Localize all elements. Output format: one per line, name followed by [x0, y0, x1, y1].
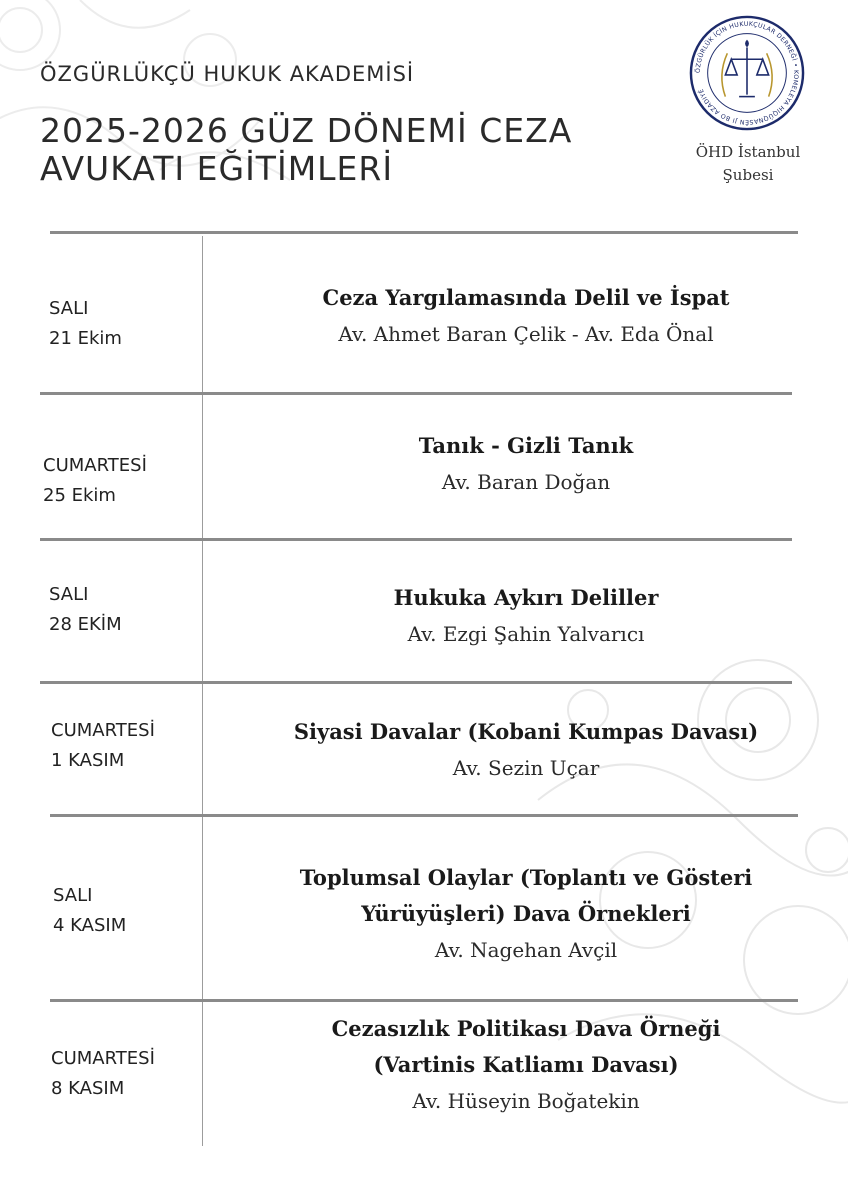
session-date: [43, 451, 147, 511]
weekday: CUMARTESİ: [43, 455, 147, 476]
divider-rule: [50, 814, 798, 817]
divider-rule: [40, 538, 792, 541]
session-title: (Vartinis Katliamı Davası): [373, 1052, 679, 1077]
seal-text: ÖZGÜRLÜK İÇİN HUKUKÇULAR DERNEĞİ • KOMELEYA HIQÛQNASÊN JI BO AZADIYÊ: [694, 20, 800, 126]
branch-line-1: ÖHD İstanbul: [695, 143, 801, 161]
weekday: CUMARTESİ: [51, 720, 155, 741]
column-divider: [202, 236, 203, 1146]
organization-name: ÖZGÜRLÜKÇÜ HUKUK AKADEMİSİ: [40, 62, 415, 86]
date: 4 KASIM: [53, 915, 127, 936]
date: 1 KASIM: [51, 750, 125, 771]
session-speaker: Av. Hüseyin Boğatekin: [412, 1089, 640, 1113]
session-title: Siyasi Davalar (Kobani Kumpas Davası): [293, 719, 759, 744]
title-line-1: 2025-2026 GÜZ DÖNEMİ CEZA: [40, 111, 573, 150]
divider-rule: [50, 999, 798, 1002]
weekday: SALI: [49, 298, 89, 319]
session-date: [49, 294, 122, 354]
branch-name: [668, 141, 828, 187]
date: 21 Ekim: [49, 328, 122, 349]
session-speaker: Av. Ahmet Baran Çelik - Av. Eda Önal: [338, 322, 714, 346]
weekday: SALI: [53, 885, 93, 906]
divider-rule: [40, 392, 792, 395]
date: 8 KASIM: [51, 1078, 125, 1099]
session-date: [49, 580, 122, 640]
session-info: [214, 714, 838, 786]
title-line-2: AVUKATI EĞİTİMLERİ: [40, 149, 394, 188]
session-title: Tanık - Gizli Tanık: [418, 433, 634, 458]
weekday: SALI: [49, 584, 89, 605]
session-title: Ceza Yargılamasında Delil ve İspat: [322, 285, 730, 310]
session-info: [214, 580, 838, 652]
session-info: [214, 428, 838, 500]
page-title: [40, 112, 680, 188]
session-info: [214, 860, 838, 968]
session-title: Hukuka Aykırı Deliller: [393, 585, 659, 610]
session-date: [51, 1044, 155, 1104]
session-date: [53, 881, 126, 941]
session-speaker: Av. Sezin Uçar: [452, 756, 600, 780]
session-speaker: Av. Nagehan Avçil: [434, 938, 618, 962]
session-info: [214, 1011, 838, 1119]
session-speaker: Av. Ezgi Şahin Yalvarıcı: [407, 622, 645, 646]
session-title: Yürüyüşleri) Dava Örnekleri: [361, 901, 691, 926]
weekday: CUMARTESİ: [51, 1048, 155, 1069]
date: 25 Ekim: [43, 485, 116, 506]
association-seal-logo: [688, 14, 806, 132]
session-title: Cezasızlık Politikası Dava Örneği: [331, 1016, 721, 1041]
session-speaker: Av. Baran Doğan: [441, 470, 611, 494]
branch-line-2: Şubesi: [722, 166, 774, 184]
date: 28 EKİM: [49, 614, 122, 635]
session-info: [214, 280, 838, 352]
divider-rule: [40, 681, 792, 684]
session-title: Toplumsal Olaylar (Toplantı ve Gösteri: [299, 865, 753, 890]
session-date: [51, 716, 155, 776]
divider-rule: [50, 231, 798, 234]
